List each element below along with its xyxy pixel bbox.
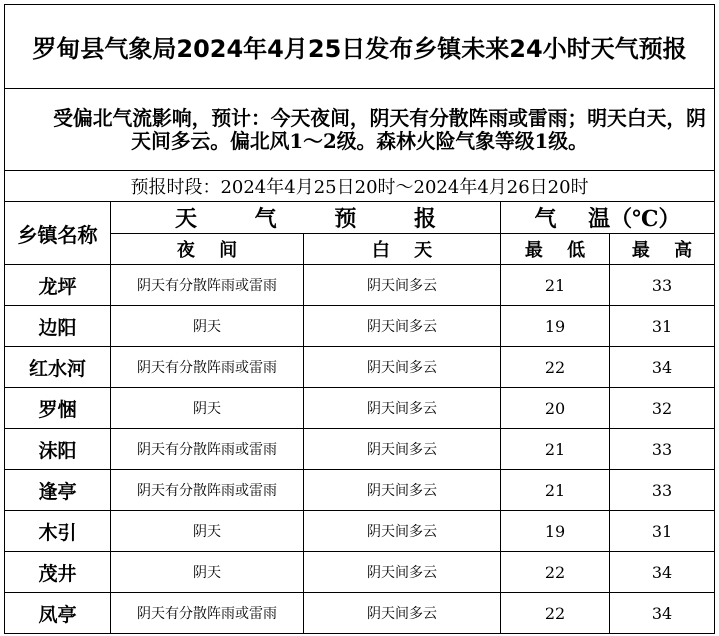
period-row: [5, 171, 715, 202]
night-weather-cell: 阴天有分散阵雨或雷雨: [111, 470, 304, 511]
max-temp-cell: 34: [610, 593, 715, 634]
max-temp-cell: 33: [610, 429, 715, 470]
forecast-summary: 受偏北气流影响，预计：今天夜间，阴天有分散阵雨或雷雨；明天白天，阴天间多云。偏北风1～2级。森林火险气象等级1级。: [5, 89, 715, 171]
town-name-cell: 边阳: [5, 306, 111, 347]
table-row: [5, 470, 715, 511]
table-row: [5, 306, 715, 347]
min-temp-cell: 21: [501, 470, 610, 511]
max-temp-cell: 33: [610, 265, 715, 306]
town-name-cell: 罗悃: [5, 388, 111, 429]
night-header: 夜 间: [111, 234, 304, 265]
summary-row: [5, 89, 715, 171]
night-weather-cell: 阴天: [111, 511, 304, 552]
town-name-cell: 沫阳: [5, 429, 111, 470]
day-weather-cell: 阴天间多云: [304, 347, 501, 388]
page-title: 罗甸县气象局2024年4月25日发布乡镇未来24小时天气预报: [5, 5, 715, 89]
table-row: [5, 593, 715, 634]
max-temp-header: 最 高: [610, 234, 715, 265]
table-row: [5, 552, 715, 593]
day-weather-cell: 阴天间多云: [304, 470, 501, 511]
max-temp-cell: 31: [610, 511, 715, 552]
forecast-table: [4, 4, 715, 634]
min-temp-cell: 21: [501, 265, 610, 306]
temperature-header: 气 温（℃）: [501, 202, 715, 234]
min-temp-cell: 21: [501, 429, 610, 470]
weather-forecast-header: 天 气 预 报: [111, 202, 501, 234]
day-weather-cell: 阴天间多云: [304, 265, 501, 306]
day-weather-cell: 阴天间多云: [304, 306, 501, 347]
header-row-bottom: [5, 234, 715, 265]
max-temp-cell: 32: [610, 388, 715, 429]
day-header: 白 天: [304, 234, 501, 265]
header-row-top: [5, 202, 715, 234]
night-weather-cell: 阴天有分散阵雨或雷雨: [111, 429, 304, 470]
town-name-cell: 凤亭: [5, 593, 111, 634]
town-name-cell: 红水河: [5, 347, 111, 388]
town-name-cell: 茂井: [5, 552, 111, 593]
forecast-period: 预报时段：2024年4月25日20时～2024年4月26日20时: [5, 171, 715, 202]
min-temp-cell: 22: [501, 593, 610, 634]
min-temp-cell: 19: [501, 511, 610, 552]
town-name-cell: 木引: [5, 511, 111, 552]
town-name-header: 乡镇名称: [5, 202, 111, 265]
day-weather-cell: 阴天间多云: [304, 552, 501, 593]
min-temp-cell: 20: [501, 388, 610, 429]
min-temp-cell: 19: [501, 306, 610, 347]
day-weather-cell: 阴天间多云: [304, 511, 501, 552]
night-weather-cell: 阴天: [111, 552, 304, 593]
min-temp-cell: 22: [501, 552, 610, 593]
min-temp-cell: 22: [501, 347, 610, 388]
min-temp-header: 最 低: [501, 234, 610, 265]
table-row: [5, 347, 715, 388]
max-temp-cell: 33: [610, 470, 715, 511]
town-name-cell: 龙坪: [5, 265, 111, 306]
table-row: [5, 511, 715, 552]
night-weather-cell: 阴天有分散阵雨或雷雨: [111, 265, 304, 306]
day-weather-cell: 阴天间多云: [304, 388, 501, 429]
table-row: [5, 265, 715, 306]
max-temp-cell: 31: [610, 306, 715, 347]
table-row: [5, 388, 715, 429]
night-weather-cell: 阴天有分散阵雨或雷雨: [111, 347, 304, 388]
night-weather-cell: 阴天有分散阵雨或雷雨: [111, 593, 304, 634]
max-temp-cell: 34: [610, 552, 715, 593]
day-weather-cell: 阴天间多云: [304, 429, 501, 470]
town-name-cell: 逢亭: [5, 470, 111, 511]
table-row: [5, 429, 715, 470]
night-weather-cell: 阴天: [111, 306, 304, 347]
day-weather-cell: 阴天间多云: [304, 593, 501, 634]
title-row: [5, 5, 715, 89]
max-temp-cell: 34: [610, 347, 715, 388]
night-weather-cell: 阴天: [111, 388, 304, 429]
